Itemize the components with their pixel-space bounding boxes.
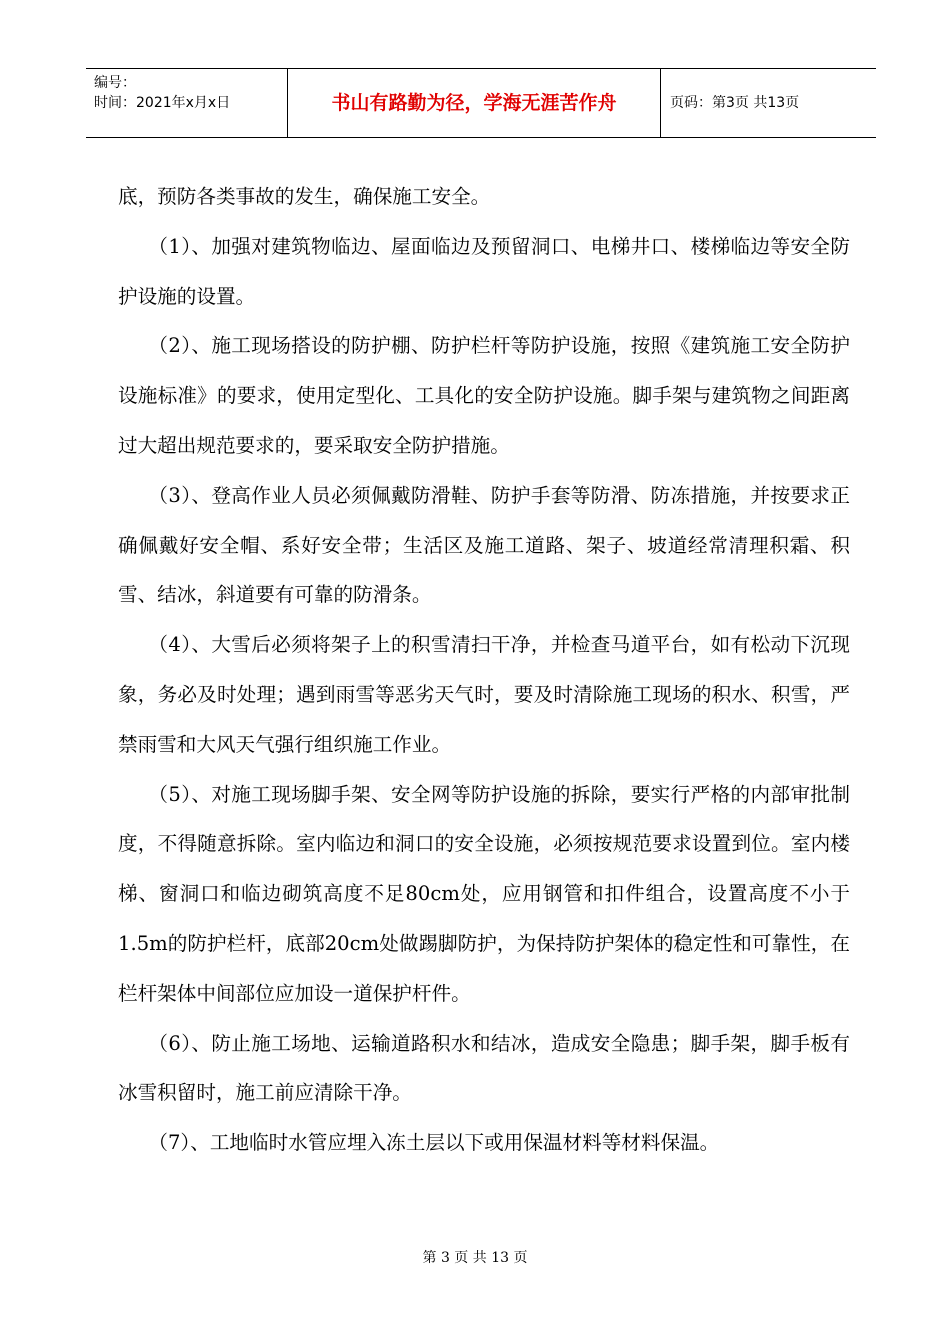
page-footer: 第 3 页 共 13 页 [422,1250,528,1266]
header-page-number: 页码：第3页 共13页 [670,95,800,111]
document-time: 时间：2021年x月x日 [94,95,231,111]
header-motto: 书山有路勤为径，学海无涯苦作舟 [331,92,617,114]
paragraph-item-1: （1）、加强对建筑物临边、屋面临边及预留洞口、电梯井口、楼梯临边等安全防护设施的设置。 [118,234,850,308]
paragraph-item-6: （6）、防止施工场地、运输道路积水和结冰，造成安全隐患；脚手架，脚手板有冰雪积留时，施工前应清除干净。 [118,1031,850,1105]
paragraph-continuation: 底，预防各类事故的发生，确保施工安全。 [118,185,491,208]
paragraph-item-4: （4）、大雪后必须将架子上的积雪清扫干净，并检查马道平台，如有松动下沉现象，务必及时处理；遇到雨雪等恶劣天气时，要及时清除施工现场的积水、积雪，严禁雨雪和大风天气强行组织施工作业。 [118,633,850,756]
header-divider-right [660,69,661,137]
paragraph-item-2: （2）、施工现场搭设的防护棚、防护栏杆等防护设施，按照《建筑施工安全防护设施标准》的要求，使用定型化、工具化的安全防护设施。脚手架与建筑物之间距离过大超出规范要求的，要采取安全防护措施。 [118,334,850,457]
page-header [86,68,876,138]
paragraph-item-3: （3）、登高作业人员必须佩戴防滑鞋、防护手套等防滑、防冻措施，并按要求正确佩戴好安全帽、系好安全带；生活区及施工道路、架子、坡道经常清理积霜、积雪、结冰，斜道要有可靠的防滑条。 [118,483,850,607]
header-meta [94,73,230,113]
document-number: 编号： [94,75,136,91]
paragraph-item-7: （7）、工地临时水管应埋入冻土层以下或用保温材料等材料保温。 [148,1131,720,1155]
paragraph-item-5: （5）、对施工现场脚手架、安全网等防护设施的拆除，要实行严格的内部审批制度，不得随意拆除。室内临边和洞口的安全设施，必须按规范要求设置到位。室内楼梯、窗洞口和临边砌筑高度不足80cm处，应用钢管和扣件组合，设置高度不小于1.5m的防护栏杆，底部20cm处做踢脚防护，为保持防护架体的稳定性和可靠性，在栏杆架体中间部位应加设一道保护杆件。 [118,782,850,1005]
document-body [118,172,850,1168]
